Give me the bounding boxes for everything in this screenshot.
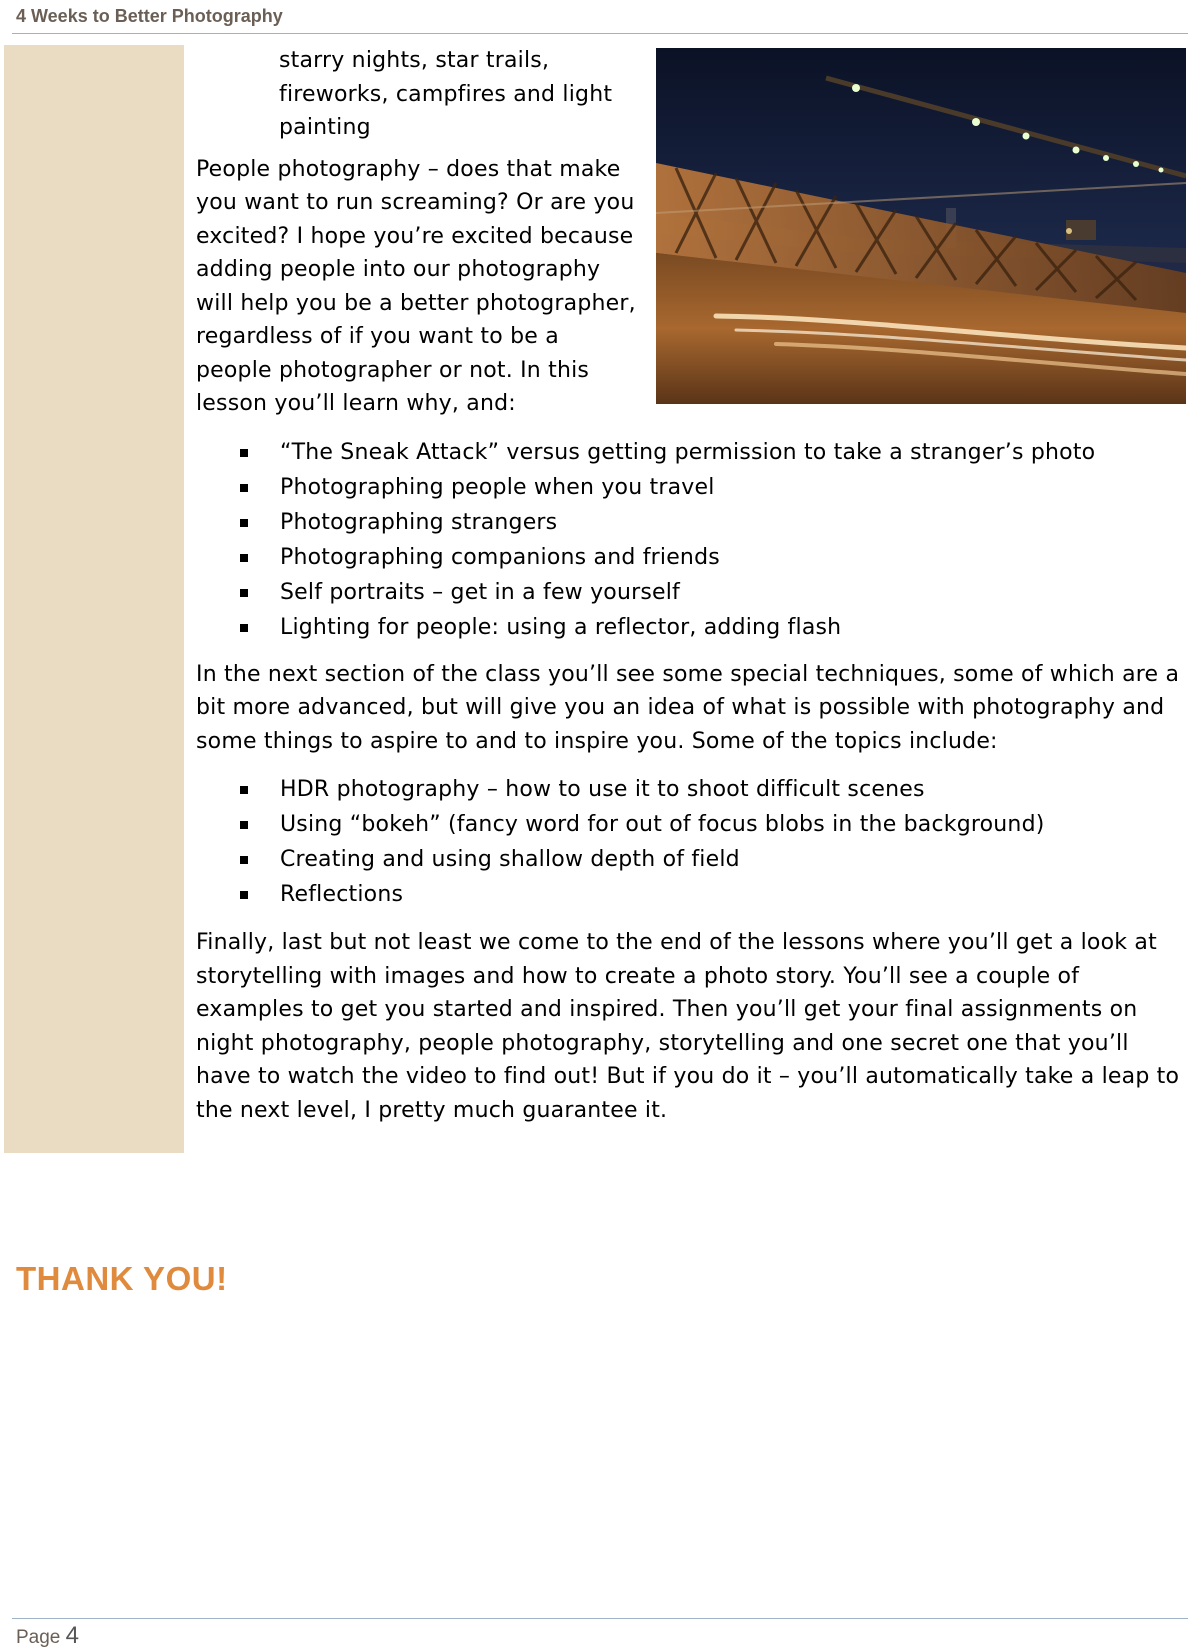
document-header-title: 4 Weeks to Better Photography <box>16 6 283 26</box>
square-bullet-icon <box>240 821 248 829</box>
square-bullet-icon <box>240 449 248 457</box>
list-item: Photographing strangers <box>196 505 1186 540</box>
people-topics-list <box>196 435 1186 645</box>
square-bullet-icon <box>240 786 248 794</box>
list-item: Reflections <box>196 877 1186 912</box>
intro-tail-text: starry nights, star trails, fireworks, campfires and light painting <box>279 48 613 140</box>
page-number: 4 <box>65 1622 80 1649</box>
header-divider <box>12 33 1188 34</box>
night-bridge-photo <box>656 48 1186 404</box>
main-content <box>196 44 1186 1127</box>
square-bullet-icon <box>240 554 248 562</box>
list-item: Photographing people when you travel <box>196 470 1186 505</box>
people-paragraph: People photography – does that make you want to run screaming? Or are you excited? I hope you’re excited because adding people into our photography will help you be a better photographer, regardless of if you want to be a people photographer or not. In this lesson you’ll learn why, and: <box>196 156 636 416</box>
square-bullet-icon <box>240 891 248 899</box>
list-item: HDR photography – how to use it to shoot difficult scenes <box>196 772 1186 807</box>
list-item: Self portraits – get in a few yourself <box>196 575 1186 610</box>
page-label: Page <box>16 1627 61 1648</box>
special-techniques-paragraph: In the next section of the class you’ll see some special techniques, some of which are a bit more advanced, but will give you an idea of what is possible with photography and some things to aspire to and to inspire you. Some of the topics include: <box>196 661 1180 754</box>
footer-divider <box>12 1618 1188 1619</box>
list-item: Creating and using shallow depth of field <box>196 842 1186 877</box>
list-item: Lighting for people: using a reflector, adding flash <box>196 610 1186 645</box>
square-bullet-icon <box>240 856 248 864</box>
thank-you-heading: THANK YOU! <box>16 1260 228 1297</box>
sidebar-panel <box>4 45 184 1153</box>
list-item: Photographing companions and friends <box>196 540 1186 575</box>
square-bullet-icon <box>240 484 248 492</box>
square-bullet-icon <box>240 624 248 632</box>
list-item: “The Sneak Attack” versus getting permission to take a stranger’s photo <box>196 435 1186 470</box>
page-footer <box>16 1622 79 1650</box>
list-item: Using “bokeh” (fancy word for out of focus blobs in the background) <box>196 807 1186 842</box>
square-bullet-icon <box>240 519 248 527</box>
final-paragraph: Finally, last but not least we come to the end of the lessons where you’ll get a look at storytelling with images and how to create a photo story. You’ll see a couple of examples to get you started and inspired. Then you’ll get your final assignments on night photography, people photography, storytelling and one secret one that you’ll have to watch the video to find out! But if you do it – you’ll automatically take a leap to the next level, I pretty much guarantee it. <box>196 930 1180 1123</box>
square-bullet-icon <box>240 589 248 597</box>
special-topics-list <box>196 772 1186 912</box>
